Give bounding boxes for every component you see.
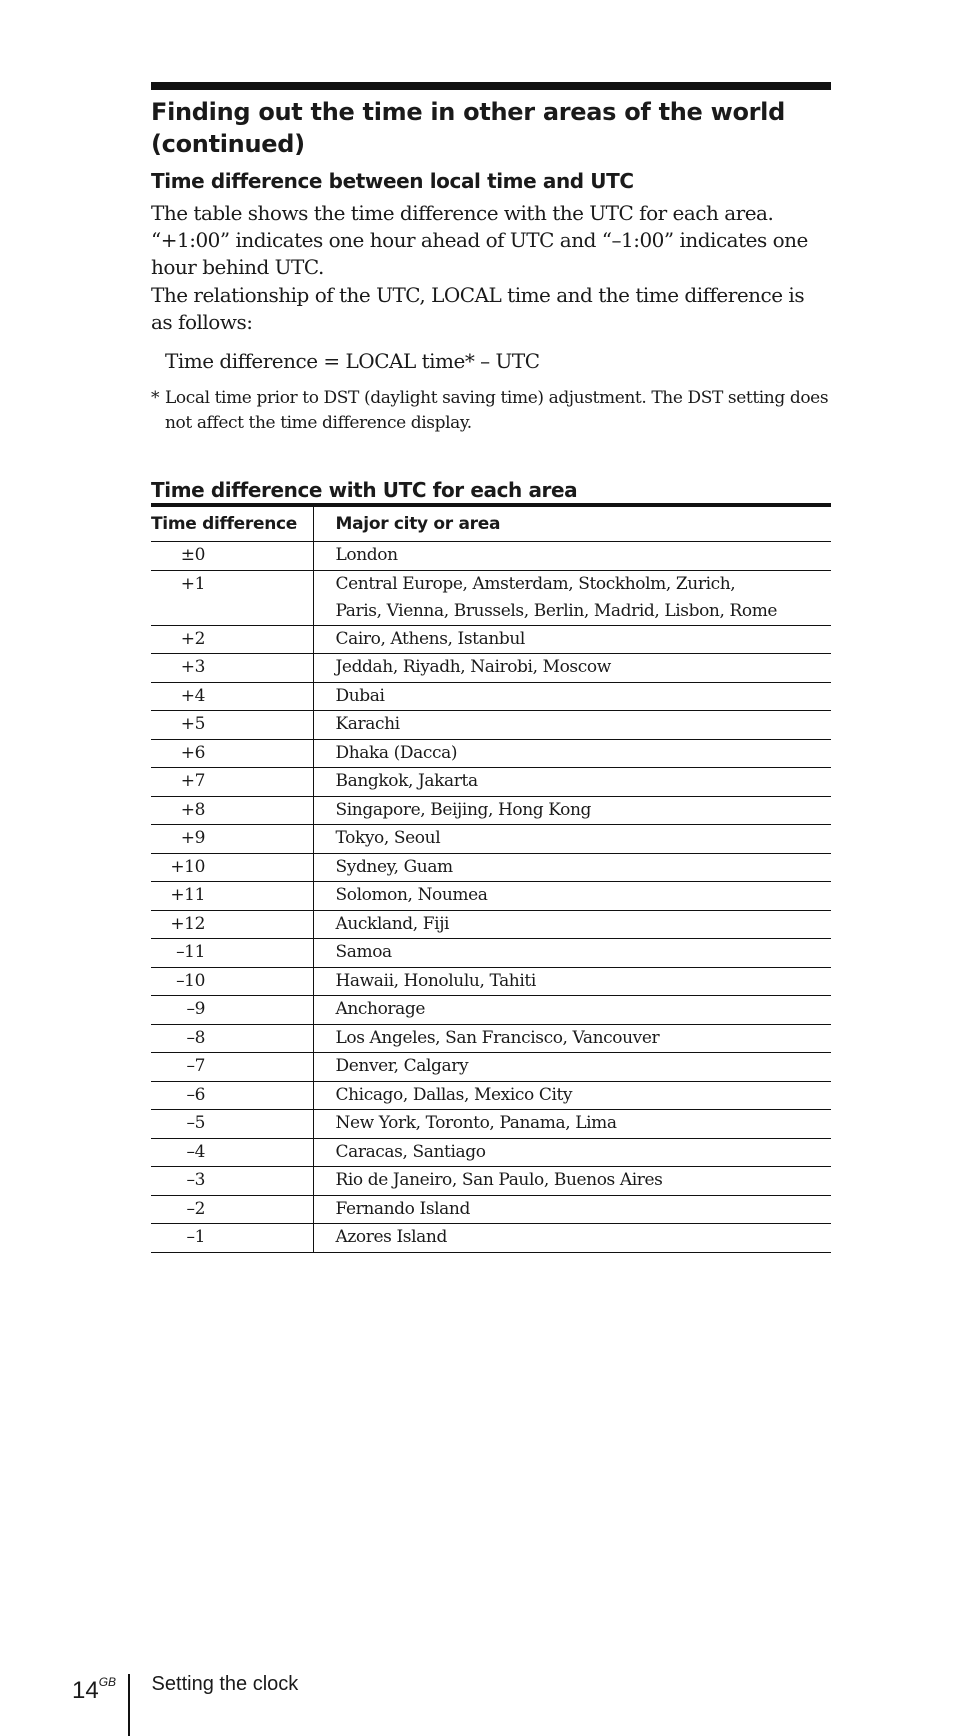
table-row xyxy=(151,1195,831,1224)
city-cell xyxy=(313,996,831,1025)
time-difference-value: –6 xyxy=(186,1084,205,1105)
footnote xyxy=(151,386,831,436)
table-row xyxy=(151,882,831,911)
city-cell xyxy=(313,910,831,939)
page-number xyxy=(72,1668,128,1705)
city-text: Rio de Janeiro, San Paulo, Buenos Aires xyxy=(335,1170,663,1190)
time-difference-cell xyxy=(151,825,313,854)
table-row xyxy=(151,910,831,939)
table-row xyxy=(151,967,831,996)
time-difference-cell xyxy=(151,768,313,797)
city-cell xyxy=(313,1024,831,1053)
table-row xyxy=(151,682,831,711)
table-row xyxy=(151,711,831,740)
time-difference-cell xyxy=(151,910,313,939)
city-text: Denver, Calgary xyxy=(335,1056,469,1076)
time-difference-cell xyxy=(151,1081,313,1110)
intro-paragraph: The table shows the time difference with the UTC for each area. “+1:00” indicates one hour ahead of UTC and “–1:00” indicates one hour behind UTC. xyxy=(151,201,808,279)
time-difference-value: –7 xyxy=(186,1056,205,1076)
table-row xyxy=(151,796,831,825)
time-difference-cell xyxy=(151,796,313,825)
footnote-mark: * xyxy=(151,388,160,408)
table-row xyxy=(151,1224,831,1253)
city-cell xyxy=(313,768,831,797)
time-difference-cell xyxy=(151,570,313,625)
city-cell xyxy=(313,825,831,854)
table-row xyxy=(151,996,831,1025)
time-difference-value: +4 xyxy=(180,685,205,706)
city-text: Tokyo, Seoul xyxy=(335,828,441,848)
city-text: Samoa xyxy=(335,942,392,962)
city-cell xyxy=(313,739,831,768)
time-difference-cell xyxy=(151,1024,313,1053)
time-difference-value: +10 xyxy=(170,856,205,877)
city-text: Cairo, Athens, Istanbul xyxy=(335,628,525,649)
section-title: Finding out the time in other areas of the world (continued) xyxy=(151,98,785,158)
table-row xyxy=(151,853,831,882)
time-difference-value: –9 xyxy=(186,999,205,1019)
city-text: Caracas, Santiago xyxy=(335,1141,486,1162)
table-row xyxy=(151,1053,831,1082)
time-difference-value: +6 xyxy=(180,742,205,763)
time-difference-value: +9 xyxy=(180,828,205,848)
table-row xyxy=(151,1167,831,1196)
table-row xyxy=(151,625,831,654)
city-cell xyxy=(313,1053,831,1082)
time-difference-cell xyxy=(151,654,313,683)
time-difference-cell xyxy=(151,996,313,1025)
city-text: Dhaka (Dacca) xyxy=(335,742,458,763)
time-difference-cell xyxy=(151,625,313,654)
subheading: Time difference between local time and UTC xyxy=(151,169,634,193)
time-difference-value: ±0 xyxy=(180,545,205,565)
time-difference-cell xyxy=(151,967,313,996)
city-cell xyxy=(313,853,831,882)
city-text: New York, Toronto, Panama, Lima xyxy=(335,1113,617,1133)
city-text: Jeddah, Riyadh, Nairobi, Moscow xyxy=(335,657,611,677)
city-cell xyxy=(313,625,831,654)
table-row xyxy=(151,768,831,797)
header-time-difference: Time difference xyxy=(151,507,313,542)
table-row xyxy=(151,1110,831,1139)
table-row xyxy=(151,1024,831,1053)
time-difference-value: +7 xyxy=(180,771,205,791)
city-cell xyxy=(313,939,831,968)
city-text: Fernando Island xyxy=(335,1198,470,1219)
city-cell xyxy=(313,882,831,911)
time-difference-cell xyxy=(151,939,313,968)
relationship-paragraph: The relationship of the UTC, LOCAL time and the time difference is as follows: xyxy=(151,283,805,334)
table-header-row xyxy=(151,507,831,542)
table-row xyxy=(151,1081,831,1110)
time-difference-value: –10 xyxy=(176,970,205,991)
city-text: Karachi xyxy=(335,714,400,734)
time-difference-value: +2 xyxy=(180,628,205,649)
table-row xyxy=(151,739,831,768)
page-footer xyxy=(72,1668,298,1728)
time-difference-value: +11 xyxy=(170,885,205,905)
time-difference-cell xyxy=(151,1110,313,1139)
city-cell xyxy=(313,1081,831,1110)
city-cell xyxy=(313,542,831,571)
table-row xyxy=(151,1138,831,1167)
time-difference-value: –2 xyxy=(186,1198,205,1219)
time-difference-cell xyxy=(151,1224,313,1253)
table-row xyxy=(151,654,831,683)
city-text: Azores Island xyxy=(335,1227,447,1247)
city-text: Chicago, Dallas, Mexico City xyxy=(335,1084,573,1105)
formula: Time difference = LOCAL time* – UTC xyxy=(165,349,540,373)
city-cell xyxy=(313,1224,831,1253)
time-difference-value: –4 xyxy=(186,1141,205,1162)
time-difference-value: +12 xyxy=(170,913,205,934)
city-text: Dubai xyxy=(335,685,385,706)
city-text: Bangkok, Jakarta xyxy=(335,771,478,791)
time-difference-value: +8 xyxy=(180,799,205,820)
time-difference-value: –11 xyxy=(176,942,205,962)
city-text: Anchorage xyxy=(335,999,426,1019)
time-difference-value: –3 xyxy=(186,1170,205,1190)
time-difference-cell xyxy=(151,682,313,711)
time-difference-cell xyxy=(151,882,313,911)
time-difference-table xyxy=(151,503,831,1253)
time-difference-cell xyxy=(151,853,313,882)
header-major-city: Major city or area xyxy=(313,507,831,542)
city-cell xyxy=(313,1195,831,1224)
table-row xyxy=(151,825,831,854)
page-number-suffix: GB xyxy=(98,1675,117,1689)
time-difference-cell xyxy=(151,1053,313,1082)
city-text: Solomon, Noumea xyxy=(335,885,488,905)
time-difference-value: +5 xyxy=(180,714,205,734)
time-difference-value: –1 xyxy=(186,1227,205,1247)
time-difference-cell xyxy=(151,739,313,768)
time-difference-value: –5 xyxy=(186,1113,205,1133)
table-row xyxy=(151,570,831,625)
time-difference-cell xyxy=(151,542,313,571)
city-cell xyxy=(313,1138,831,1167)
time-difference-cell xyxy=(151,1167,313,1196)
city-cell xyxy=(313,711,831,740)
city-cell xyxy=(313,796,831,825)
footer-section-label: Setting the clock xyxy=(151,1673,299,1695)
time-difference-value: +1 xyxy=(180,573,205,594)
city-text: Singapore, Beijing, Hong Kong xyxy=(335,799,592,820)
city-text: Sydney, Guam xyxy=(335,856,453,877)
city-text: Central Europe, Amsterdam, Stockholm, Zurich, xyxy=(335,573,736,594)
time-difference-cell xyxy=(151,1195,313,1224)
city-cell xyxy=(313,654,831,683)
city-cell xyxy=(313,682,831,711)
time-difference-cell xyxy=(151,1138,313,1167)
city-text: Hawaii, Honolulu, Tahiti xyxy=(335,970,536,991)
footnote-text: Local time prior to DST (daylight saving time) adjustment. The DST setting does not affect the time difference display. xyxy=(165,388,829,433)
section-top-rule xyxy=(151,82,831,90)
table-title: Time difference with UTC for each area xyxy=(151,478,578,502)
city-text: Los Angeles, San Francisco, Vancouver xyxy=(335,1027,660,1048)
city-cell xyxy=(313,570,831,625)
table-row xyxy=(151,542,831,571)
city-text-continued: Paris, Vienna, Brussels, Berlin, Madrid, Lisbon, Rome xyxy=(335,600,778,621)
time-difference-cell xyxy=(151,711,313,740)
page-number-value: 14 xyxy=(72,1677,99,1704)
city-cell xyxy=(313,1110,831,1139)
city-cell xyxy=(313,967,831,996)
city-cell xyxy=(313,1167,831,1196)
time-difference-value: –8 xyxy=(186,1027,205,1048)
city-text: Auckland, Fiji xyxy=(335,913,450,934)
table-row xyxy=(151,939,831,968)
city-text: London xyxy=(335,545,398,565)
time-difference-value: +3 xyxy=(180,657,205,677)
